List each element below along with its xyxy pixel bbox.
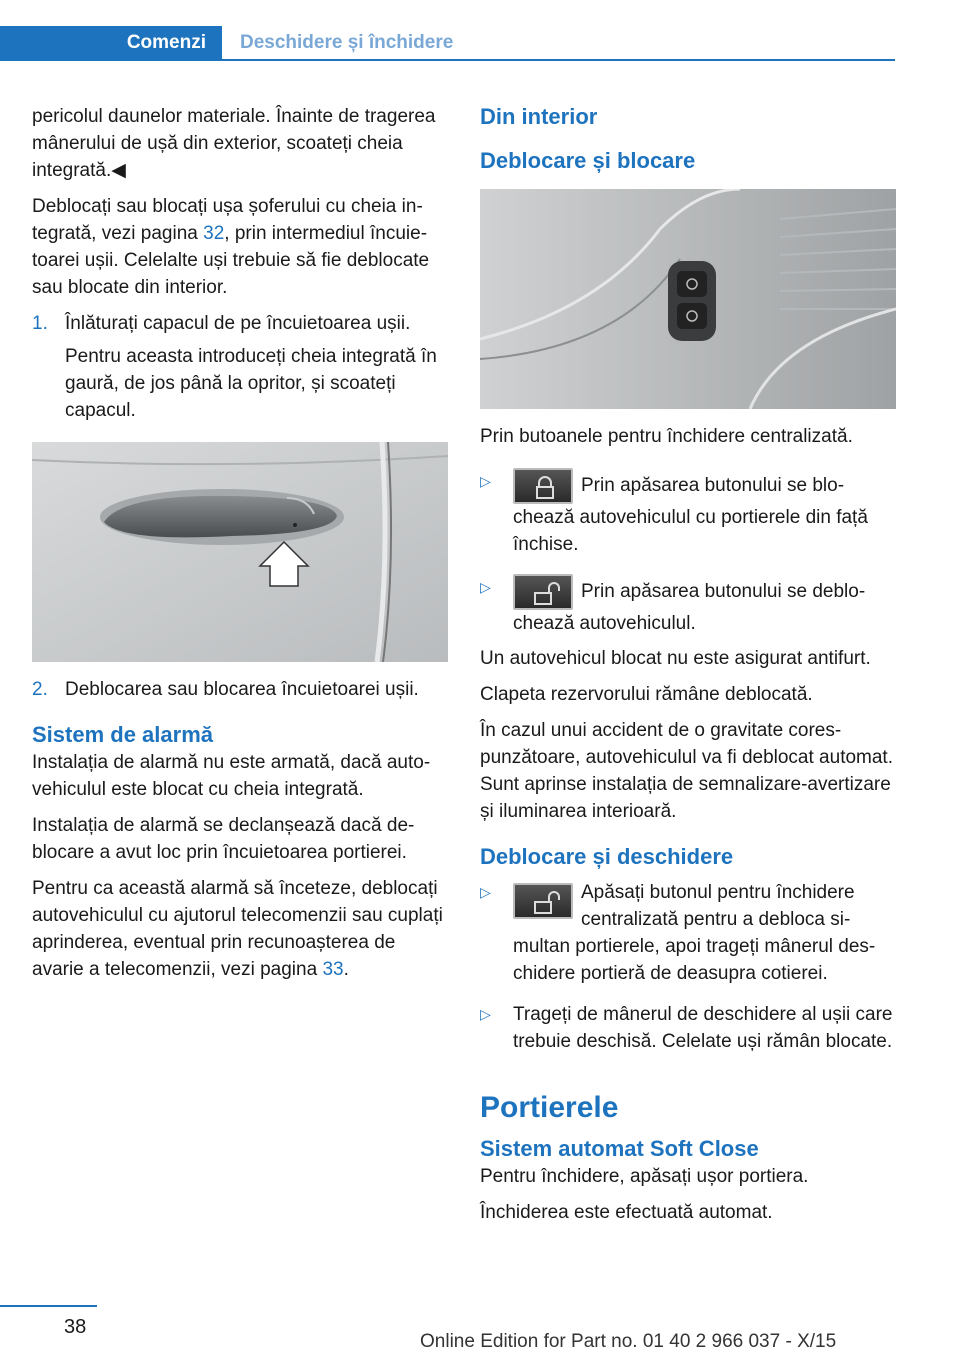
paragraph-alarm-1: Instalația de alarmă nu este armată, dacă autovehiculul este blocat cu cheia integrată. bbox=[32, 752, 431, 800]
lock-button-icon bbox=[513, 468, 573, 504]
bullet-triangle-icon: ▷ bbox=[480, 884, 491, 900]
heading-unlock-lock: Deblocare și blocare bbox=[480, 148, 696, 173]
text: Pentru ca această alarmă să înceteze, deblocați autovehiculul cu ajutorul telecomenzii sau cuplați aprinderea, eventual prin recunoașterea de avarie a telecomenzii, vezi pagina bbox=[32, 878, 443, 980]
tab-comenzi[interactable] bbox=[0, 26, 222, 60]
heading-inside: Din interior bbox=[480, 104, 598, 129]
unlock-button-icon bbox=[513, 883, 573, 919]
step-1-detail: Pentru aceasta introduceți cheia integrată în gaură, de jos până la opritor, și scoateți capacul. bbox=[65, 346, 437, 421]
bullet-text: Trageți de mânerul de deschidere al ușii care trebuie deschisă. Celelate uși rămân blocate. bbox=[513, 1004, 893, 1052]
bullet-lock bbox=[480, 468, 898, 558]
page-number: 38 bbox=[64, 1316, 87, 1338]
bullet-text: Apăsați butonul pentru închidere centralizată pentru a debloca simultan portierele, apoi trageți mânerul deschidere portieră de deasupra cotierei. bbox=[513, 882, 876, 984]
paragraph-buttons: Prin butoanele pentru închidere centralizată. bbox=[480, 426, 853, 447]
bullet-unlock bbox=[480, 574, 898, 637]
bullet-triangle-icon: ▷ bbox=[480, 1006, 491, 1022]
door-handle-image bbox=[32, 442, 448, 662]
paragraph-soft-close-1: Pentru închidere, apăsați ușor portiera. bbox=[480, 1166, 809, 1187]
unlock-button-icon bbox=[513, 574, 573, 610]
paragraph-fuel-flap: Clapeta rezervorului rămâne deblocată. bbox=[480, 684, 813, 705]
paragraph-alarm-2: Instalația de alarmă se declanșează dacă deblocare a avut loc prin încuietoarea portierei. bbox=[32, 815, 415, 863]
right-column bbox=[480, 103, 898, 1235]
step-2 bbox=[32, 676, 450, 703]
step-text: Înlăturați capacul de pe încuietoarea ușii. bbox=[65, 313, 411, 334]
bullet-central-unlock bbox=[480, 879, 898, 987]
tab-deschidere-label: Deschidere și închidere bbox=[240, 32, 454, 53]
tab-comenzi-label: Comenzi bbox=[126, 32, 206, 53]
paragraph-antitheft: Un autovehicul blocat nu este asigurat antifurt. bbox=[480, 648, 871, 669]
left-column bbox=[32, 103, 450, 992]
paragraph-accident: În cazul unui accident de o gravitate corespunzătoare, autovehiculul va fi deblocat automat. Sunt aprinse instalația de semnalizare-avertizare și iluminarea interioară. bbox=[480, 720, 893, 822]
paragraph-soft-close-2: Închiderea este efectuată automat. bbox=[480, 1202, 773, 1223]
tab-deschidere[interactable] bbox=[222, 26, 453, 60]
paragraph-integrated-key bbox=[32, 193, 450, 301]
heading-soft-close: Sistem automat Soft Close bbox=[480, 1136, 759, 1161]
footer-divider bbox=[0, 1305, 97, 1307]
text: . bbox=[343, 959, 349, 980]
bullet-triangle-icon: ▷ bbox=[480, 579, 491, 595]
paragraph-alarm-3 bbox=[32, 875, 450, 983]
header-bar bbox=[0, 26, 895, 62]
page-link-32[interactable]: 32 bbox=[203, 223, 225, 244]
step-text: Deblocarea sau blocarea încuietoarei ușii. bbox=[65, 679, 419, 700]
paragraph-damage: pericolul daunelor materiale. Înainte de tragerea mânerului de ușă din exterior, scoateți cheia integrată.◀ bbox=[32, 106, 436, 181]
text: Deblocați sau blocați ușa șoferului cu cheia integrată, vezi pagina bbox=[32, 196, 423, 244]
step-1 bbox=[32, 310, 450, 337]
interior-buttons-image bbox=[480, 189, 896, 409]
edition-text: Online Edition for Part no. 01 40 2 966 037 - X/15 bbox=[420, 1331, 837, 1352]
bullet-text: Prin apăsarea butonului se blochează autovehiculul cu portierele din față închise. bbox=[513, 475, 868, 555]
heading-alarm: Sistem de alarmă bbox=[32, 722, 213, 747]
heading-doors: Portierele bbox=[480, 1091, 619, 1124]
text: , prin intermediul încuietoarei ușii. Celelalte uși trebuie să fie deblocate sau blocate din interior. bbox=[32, 223, 430, 298]
bullet-triangle-icon: ▷ bbox=[480, 473, 491, 489]
bullet-pull-handle bbox=[480, 1001, 898, 1055]
header-divider bbox=[0, 59, 895, 61]
heading-unlock-open: Deblocare și deschidere bbox=[480, 844, 734, 869]
step-number: 2. bbox=[32, 679, 48, 700]
bullet-text: Prin apăsarea butonului se deblochează autovehiculul. bbox=[513, 581, 866, 634]
page-link-33[interactable]: 33 bbox=[322, 959, 344, 980]
step-number: 1. bbox=[32, 313, 48, 334]
